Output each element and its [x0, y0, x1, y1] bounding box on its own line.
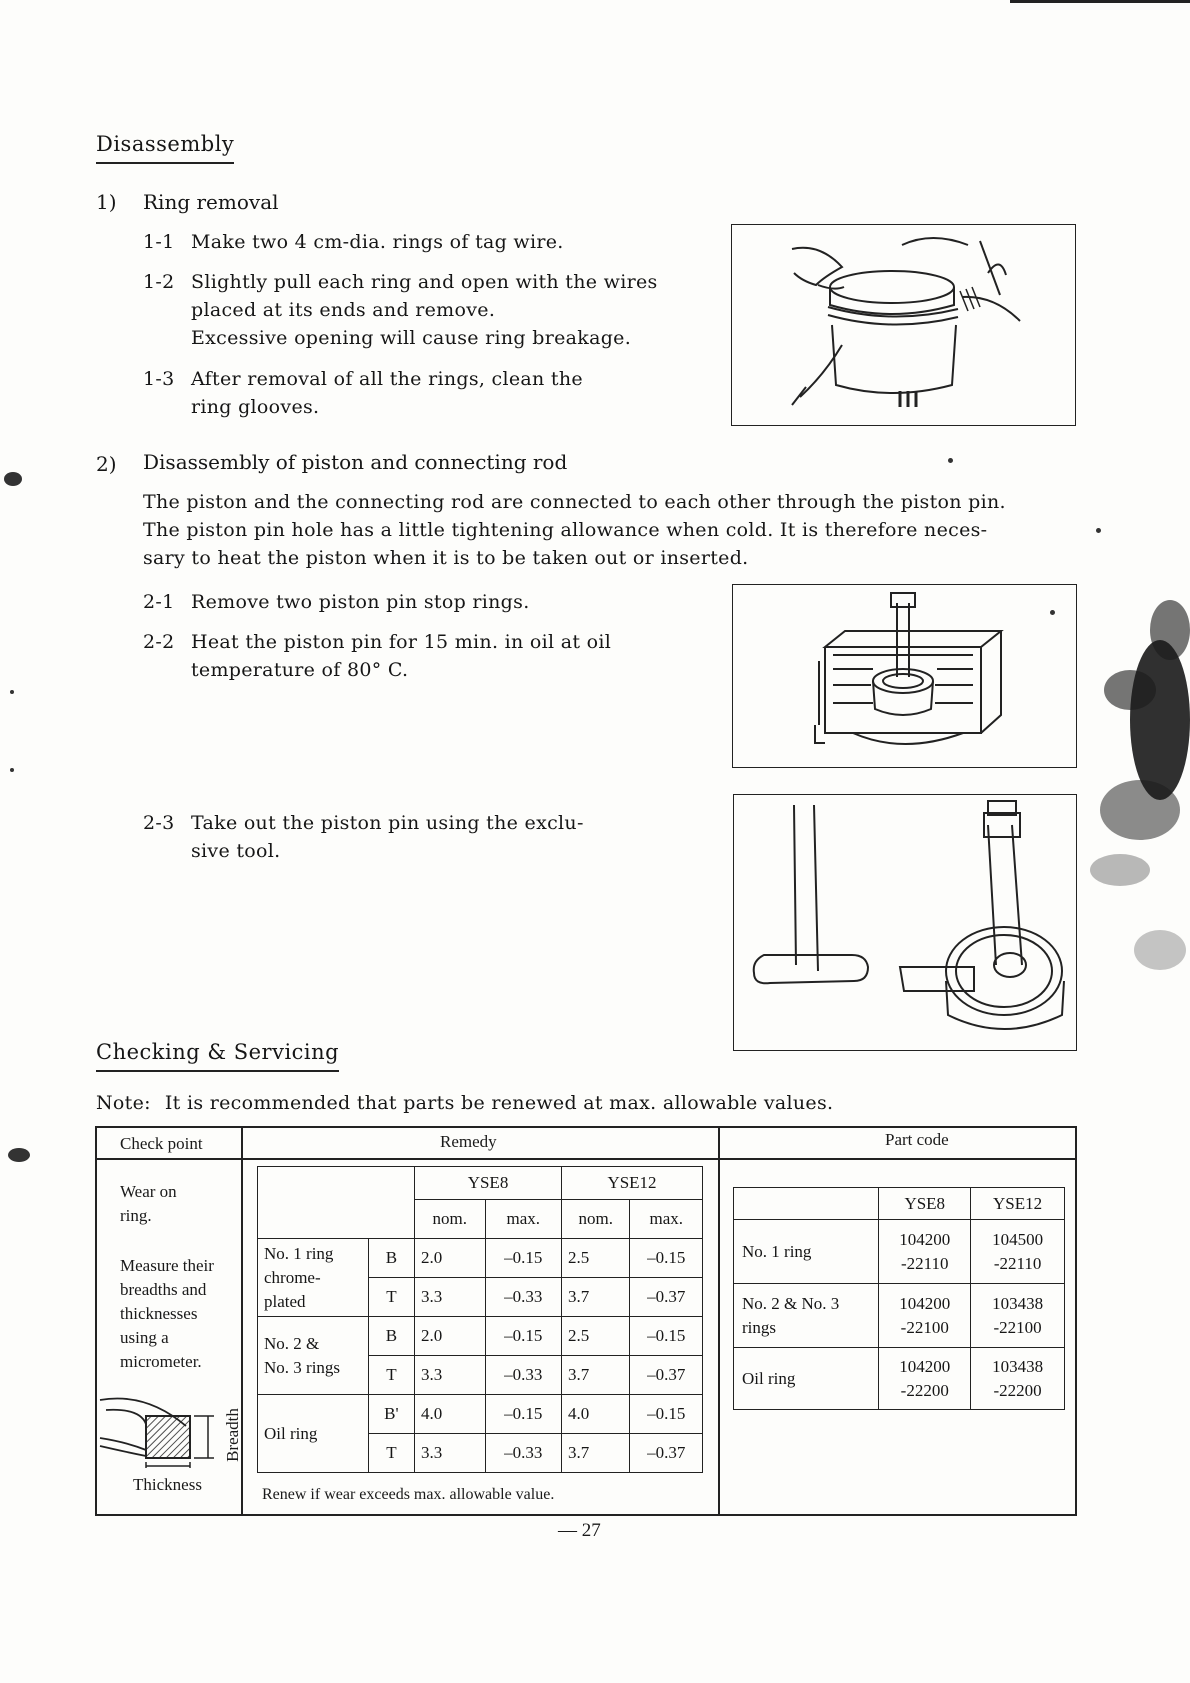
- table-row: [734, 1348, 1065, 1410]
- note-text: It is recommended that parts be renewed at max. allowable values.: [164, 1092, 834, 1114]
- section-2-intro: [143, 488, 1103, 572]
- check-desc: thicknesses: [120, 1304, 198, 1323]
- step-text: ring glooves.: [191, 396, 320, 418]
- pc-code-a: [879, 1348, 971, 1410]
- code-line: 104200: [899, 1293, 951, 1313]
- group-name-line: No. 2 &: [264, 1333, 320, 1353]
- spec-max-a: max.: [485, 1200, 562, 1239]
- remedy-footnote: Renew if wear exceeds max. allowable value.: [262, 1486, 555, 1503]
- spec-value: 3.7: [562, 1434, 630, 1473]
- spec-value: –0.15: [485, 1395, 562, 1434]
- code-line: -22110: [993, 1253, 1042, 1273]
- spec-value: –0.33: [485, 1434, 562, 1473]
- figure-ring-removal: [731, 224, 1076, 426]
- step-text: Excessive opening will cause ring breakage.: [191, 327, 632, 349]
- step-text: Remove two piston pin stop rings.: [191, 591, 530, 613]
- check-desc: Measure their: [120, 1256, 214, 1275]
- part-name-line: Oil ring: [742, 1368, 796, 1388]
- check-desc: micrometer.: [120, 1352, 202, 1371]
- section-2-title: Disassembly of piston and connecting rod: [143, 450, 568, 474]
- check-desc: breadths and: [120, 1280, 207, 1299]
- spec-group-name: [258, 1317, 369, 1395]
- spec-value: 3.7: [562, 1356, 630, 1395]
- group-name-line: chrome-: [264, 1267, 321, 1287]
- ring-cross-section-diagram: [96, 1386, 240, 1470]
- note: [96, 1089, 1056, 1117]
- step-1-2: [143, 268, 743, 352]
- scan-smudge: [1010, 570, 1190, 990]
- code-line: -22100: [900, 1317, 949, 1337]
- spec-value: –0.15: [485, 1317, 562, 1356]
- spec-value: –0.33: [485, 1356, 562, 1395]
- step-number: 2-2: [143, 631, 175, 653]
- spec-nom-b: nom.: [562, 1200, 630, 1239]
- step-text: Slightly pull each ring and open with the wires: [191, 271, 658, 293]
- remedy-spec-table: [257, 1166, 703, 1473]
- step-text: After removal of all the rings, clean the: [191, 368, 583, 390]
- spec-value: –0.37: [630, 1356, 703, 1395]
- pc-part-name: [734, 1220, 879, 1284]
- section-2-number: 2): [96, 452, 117, 476]
- pc-model-b: YSE12: [971, 1188, 1065, 1220]
- pc-code-b: [971, 1220, 1065, 1284]
- step-1-1: [143, 228, 723, 256]
- code-line: 104200: [899, 1356, 951, 1376]
- thickness-label: Thickness: [133, 1475, 202, 1494]
- spec-value: 3.7: [562, 1278, 630, 1317]
- scan-speck: [1096, 528, 1101, 533]
- note-label: Note:: [96, 1092, 151, 1114]
- code-line: -22100: [993, 1317, 1042, 1337]
- code-line: 104500: [992, 1229, 1044, 1249]
- table-col-divider-2: [718, 1126, 720, 1514]
- check-desc: using a: [120, 1328, 169, 1347]
- step-number: 1-2: [143, 271, 175, 293]
- code-line: 103438: [992, 1356, 1044, 1376]
- spec-group-name: [258, 1239, 369, 1317]
- step-text: Take out the piston pin using the exclu-: [191, 812, 584, 834]
- step-1-3: [143, 365, 723, 421]
- spec-value: 2.5: [562, 1317, 630, 1356]
- part-name-line: No. 1 ring: [742, 1241, 812, 1261]
- pc-part-name: [734, 1284, 879, 1348]
- table-row: [258, 1239, 703, 1278]
- code-line: -22200: [900, 1380, 949, 1400]
- table-row: [258, 1395, 703, 1434]
- spec-model-a: YSE8: [415, 1167, 562, 1200]
- step-2-2: [143, 628, 703, 684]
- check-title: ring.: [120, 1206, 152, 1225]
- step-number: 2-3: [143, 812, 175, 834]
- pc-model-a: YSE8: [879, 1188, 971, 1220]
- step-text: placed at its ends and remove.: [191, 299, 496, 321]
- pc-code-a: [879, 1284, 971, 1348]
- step-2-1: [143, 588, 703, 616]
- spec-model-b: YSE12: [562, 1167, 703, 1200]
- pc-code-b: [971, 1284, 1065, 1348]
- spec-value: –0.15: [630, 1317, 703, 1356]
- header-part-code: Part code: [885, 1130, 949, 1149]
- spec-nom-a: nom.: [415, 1200, 485, 1239]
- part-name-line: No. 2 & No. 3: [742, 1293, 840, 1313]
- intro-line: sary to heat the piston when it is to be taken out or inserted.: [143, 547, 749, 569]
- spec-value: –0.37: [630, 1434, 703, 1473]
- step-text: Heat the piston pin for 15 min. in oil at oil: [191, 631, 612, 653]
- step-text: temperature of 80° C.: [191, 659, 409, 681]
- part-name-line: rings: [742, 1317, 776, 1337]
- ring-removal-illustration: [732, 225, 1075, 425]
- group-name-line: Oil ring: [264, 1423, 318, 1443]
- code-line: -22110: [900, 1253, 949, 1273]
- spec-value: –0.15: [485, 1239, 562, 1278]
- pc-code-a: [879, 1220, 971, 1284]
- pc-code-b: [971, 1348, 1065, 1410]
- pc-part-name: [734, 1348, 879, 1410]
- step-number: 1-1: [143, 231, 175, 253]
- code-line: 104200: [899, 1229, 951, 1249]
- code-line: 103438: [992, 1293, 1044, 1313]
- spec-value: –0.15: [630, 1395, 703, 1434]
- group-name-line: No. 3 rings: [264, 1357, 341, 1377]
- step-number: 2-1: [143, 591, 175, 613]
- table-row: [258, 1317, 703, 1356]
- check-point-cell: [120, 1180, 238, 1374]
- scan-speck: [948, 458, 953, 463]
- check-title: Wear on: [120, 1182, 177, 1201]
- spec-value: 2.5: [562, 1239, 630, 1278]
- scan-edge-line: [1010, 0, 1190, 3]
- spec-dim: T: [368, 1434, 414, 1473]
- pc-corner: [734, 1188, 879, 1220]
- spec-value: 2.0: [415, 1317, 485, 1356]
- spec-value: 3.3: [415, 1434, 485, 1473]
- spec-value: –0.33: [485, 1278, 562, 1317]
- step-text: Make two 4 cm-dia. rings of tag wire.: [191, 231, 564, 253]
- spec-value: 4.0: [562, 1395, 630, 1434]
- table-row: [734, 1284, 1065, 1348]
- breadth-label: Breadth: [223, 1408, 242, 1462]
- header-remedy: Remedy: [440, 1132, 497, 1151]
- spec-group-name: [258, 1395, 369, 1473]
- group-name-line: plated: [264, 1291, 306, 1311]
- code-line: -22200: [993, 1380, 1042, 1400]
- scan-speck: [10, 768, 14, 772]
- spec-value: 2.0: [415, 1239, 485, 1278]
- spec-max-b: max.: [630, 1200, 703, 1239]
- disassembly-heading: Disassembly: [96, 132, 234, 164]
- intro-line: The piston and the connecting rod are connected to each other through the piston pin.: [143, 491, 1006, 513]
- step-number: 1-3: [143, 368, 175, 390]
- checking-heading: Checking & Servicing: [96, 1040, 339, 1072]
- section-1-number: 1): [96, 190, 117, 214]
- spec-value: –0.37: [630, 1278, 703, 1317]
- spec-dim: T: [368, 1356, 414, 1395]
- scan-speck: [8, 1148, 30, 1162]
- scan-speck: [10, 690, 14, 694]
- spec-value: 3.3: [415, 1278, 485, 1317]
- spec-dim: B: [368, 1239, 414, 1278]
- spec-value: 4.0: [415, 1395, 485, 1434]
- spec-value: 3.3: [415, 1356, 485, 1395]
- section-1-title: Ring removal: [143, 190, 279, 214]
- spec-dim: T: [368, 1278, 414, 1317]
- scan-speck: [4, 472, 22, 486]
- spec-corner: [258, 1167, 415, 1239]
- page-number: — 27: [558, 1520, 601, 1541]
- spec-dim: B: [368, 1317, 414, 1356]
- header-check-point: Check point: [120, 1134, 203, 1153]
- spec-value: –0.15: [630, 1239, 703, 1278]
- intro-line: The piston pin hole has a little tightening allowance when cold. It is therefore neces-: [143, 519, 988, 541]
- table-row: [734, 1220, 1065, 1284]
- step-2-3: [143, 809, 663, 865]
- step-text: sive tool.: [191, 840, 281, 862]
- group-name-line: No. 1 ring: [264, 1243, 334, 1263]
- spec-dim: B': [368, 1395, 414, 1434]
- part-code-table: [733, 1187, 1065, 1410]
